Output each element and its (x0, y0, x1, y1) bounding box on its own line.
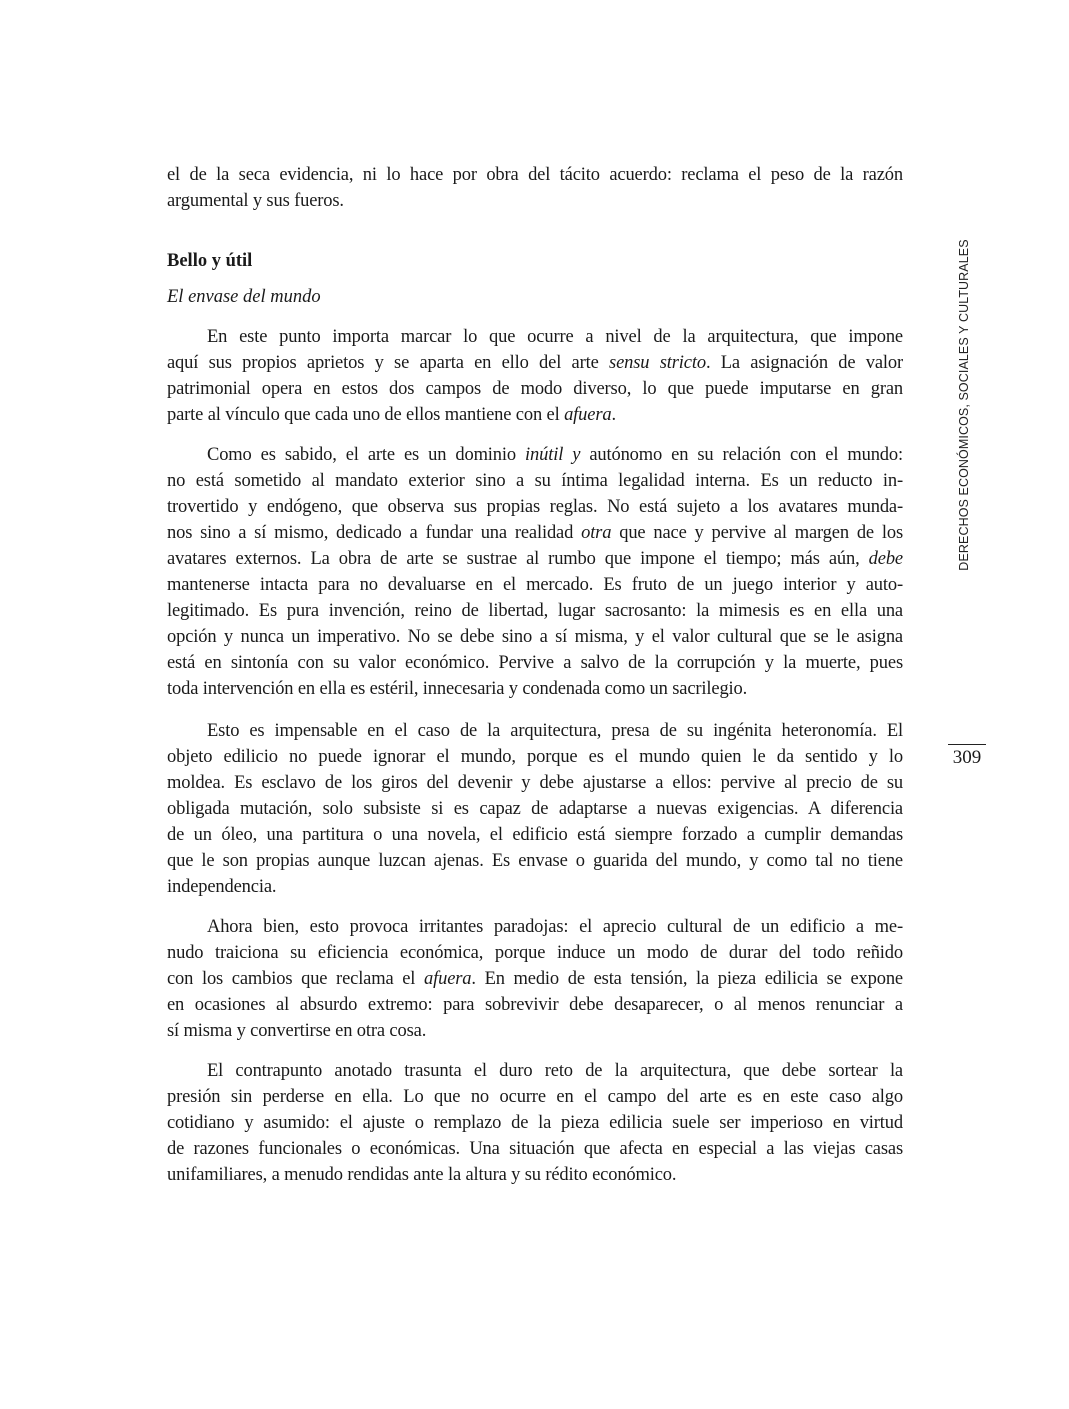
text-run: cotidiano y asumido: el ajuste o remplazo de la pieza edilicia suele ser imperioso en virtud (167, 1113, 903, 1133)
text-line (167, 874, 903, 900)
text-line (167, 1110, 903, 1136)
text-line (167, 1162, 903, 1188)
text-run: unifamiliares, a menudo rendidas ante la altura y su rédito económico. (167, 1165, 677, 1185)
text-line (167, 650, 903, 676)
italic-text: inútil y (525, 445, 581, 465)
text-run: objeto edilicio no puede ignorar el mundo, porque es el mundo quien le da sentido y lo (167, 747, 903, 767)
text-run: que nace y pervive al margen de los (611, 523, 903, 543)
text-run: argumental y sus fueros. (167, 191, 344, 211)
italic-text: debe (868, 549, 903, 569)
section-heading: Bello y útil (167, 251, 253, 271)
paragraph-6 (167, 1058, 903, 1188)
text-run: obligada mutación, solo subsiste si es capaz de adaptarse a nuevas exigencias. A diferencia (167, 799, 903, 819)
text-line (167, 162, 903, 188)
text-line (167, 992, 903, 1018)
text-run: de razones funcionales o económicas. Una situación que afecta en especial a las viejas casas (167, 1139, 903, 1159)
text-line (167, 350, 903, 376)
text-run: moldea. Es esclavo de los giros del devenir y debe ajustarse a ellos: pervive al precio de su (167, 773, 903, 793)
text-run: de un óleo, una partitura o una novela, el edificio está siempre forzado a cumplir demandas (167, 825, 903, 845)
text-line (167, 822, 903, 848)
text-line (167, 718, 903, 744)
paragraph-5 (167, 914, 903, 1044)
text-run: nos sino a sí mismo, dedicado a fundar una realidad (167, 523, 582, 543)
text-line (167, 442, 903, 468)
text-line (167, 402, 903, 428)
text-run: . (611, 405, 616, 425)
text-run: toda intervención en ella es estéril, innecesaria y condenada como un sacrilegio. (167, 679, 748, 699)
text-line (167, 966, 903, 992)
text-run: aquí sus propios aprietos y se aparta en ello del arte (167, 353, 610, 373)
text-line (167, 520, 903, 546)
text-run: con los cambios que reclama el (167, 969, 424, 989)
paragraph-3 (167, 442, 903, 702)
text-run: patrimonial opera en estos dos campos de modo diverso, lo que puede imputarse en gran (167, 379, 903, 399)
section-subheading: El envase del mundo (167, 287, 321, 307)
text-line (167, 796, 903, 822)
text-run: Esto es impensable en el caso de la arquitectura, presa de su ingénita heteronomía. El (207, 721, 903, 741)
text-run: . La asignación de valor (705, 353, 904, 373)
text-line (167, 1018, 903, 1044)
page-number: 309 (948, 744, 986, 771)
text-line (167, 914, 903, 940)
paragraph-1 (167, 162, 903, 214)
text-line (167, 546, 903, 572)
text-line (167, 848, 903, 874)
italic-text: afuera (564, 405, 612, 425)
text-line (167, 468, 903, 494)
paragraph-4 (167, 718, 903, 900)
text-run: El contrapunto anotado trasunta el duro reto de la arquitectura, que debe sortear la (207, 1061, 903, 1081)
text-run: no está sometido al mandato exterior sino a su íntima legalidad interna. Es un reducto in- (167, 471, 903, 491)
text-run: nudo traiciona su eficiencia económica, porque induce un modo de durar del todo reñido (167, 943, 903, 963)
text-line (167, 572, 903, 598)
text-run: opción y nunca un imperativo. No se debe sino a sí misma, y el valor cultural que se le asigna (167, 627, 903, 647)
italic-text: afuera (424, 969, 472, 989)
italic-text: sensu stricto (609, 353, 706, 373)
text-line (167, 324, 903, 350)
text-line (167, 770, 903, 796)
paragraph-2 (167, 324, 903, 428)
text-run: En este punto importa marcar lo que ocurre a nivel de la arquitectura, que impone (207, 327, 903, 347)
text-run: está en sintonía con su valor económico. Pervive a salvo de la corrupción y la muerte, pues (167, 653, 903, 673)
italic-text: otra (581, 523, 612, 543)
text-line (167, 1084, 903, 1110)
text-run: parte al vínculo que cada uno de ellos mantiene con el (167, 405, 565, 425)
running-head (953, 239, 975, 571)
text-run: autónomo en su relación con el mundo: (580, 445, 903, 465)
text-run: sí misma y convertirse en otra cosa. (167, 1021, 427, 1041)
text-run: presión sin perderse en ella. Lo que no ocurre en el campo del arte es en este caso algo (167, 1087, 903, 1107)
text-run: Como es sabido, el arte es un dominio (207, 445, 526, 465)
running-head-text: DERECHOS ECONÓMICOS, SOCIALES Y CULTURALES (957, 239, 971, 571)
text-line (167, 1136, 903, 1162)
text-run: que le son propias aunque luzcan ajenas. Es envase o guarida del mundo, y como tal no tiene (167, 851, 903, 871)
text-run: el de la seca evidencia, ni lo hace por obra del tácito acuerdo: reclama el peso de la razón (167, 165, 903, 185)
text-run: independencia. (167, 877, 277, 897)
text-run: Ahora bien, esto provoca irritantes paradojas: el aprecio cultural de un edificio a me- (207, 917, 903, 937)
text-run: mantenerse intacta para no devaluarse en el mercado. Es fruto de un juego interior y auto- (167, 575, 903, 595)
text-line (167, 744, 903, 770)
text-run: trovertido y endógeno, que observa sus propias reglas. No está sujeto a los avatares munda- (167, 497, 903, 517)
text-run: legitimado. Es pura invención, reino de libertad, lugar sacrosanto: la mimesis es en ella una (167, 601, 903, 621)
text-run: avatares externos. La obra de arte se sustrae al rumbo que impone el tiempo; más aún, (167, 549, 869, 569)
text-run: en ocasiones al absurdo extremo: para sobrevivir debe desaparecer, o al menos renunciar a (167, 995, 903, 1015)
text-line (167, 1058, 903, 1084)
text-run: . En medio de esta tensión, la pieza edilicia se expone (471, 969, 903, 989)
text-line (167, 676, 903, 702)
text-line (167, 494, 903, 520)
text-line (167, 188, 903, 214)
text-line (167, 598, 903, 624)
text-line (167, 940, 903, 966)
text-line (167, 624, 903, 650)
text-line (167, 376, 903, 402)
